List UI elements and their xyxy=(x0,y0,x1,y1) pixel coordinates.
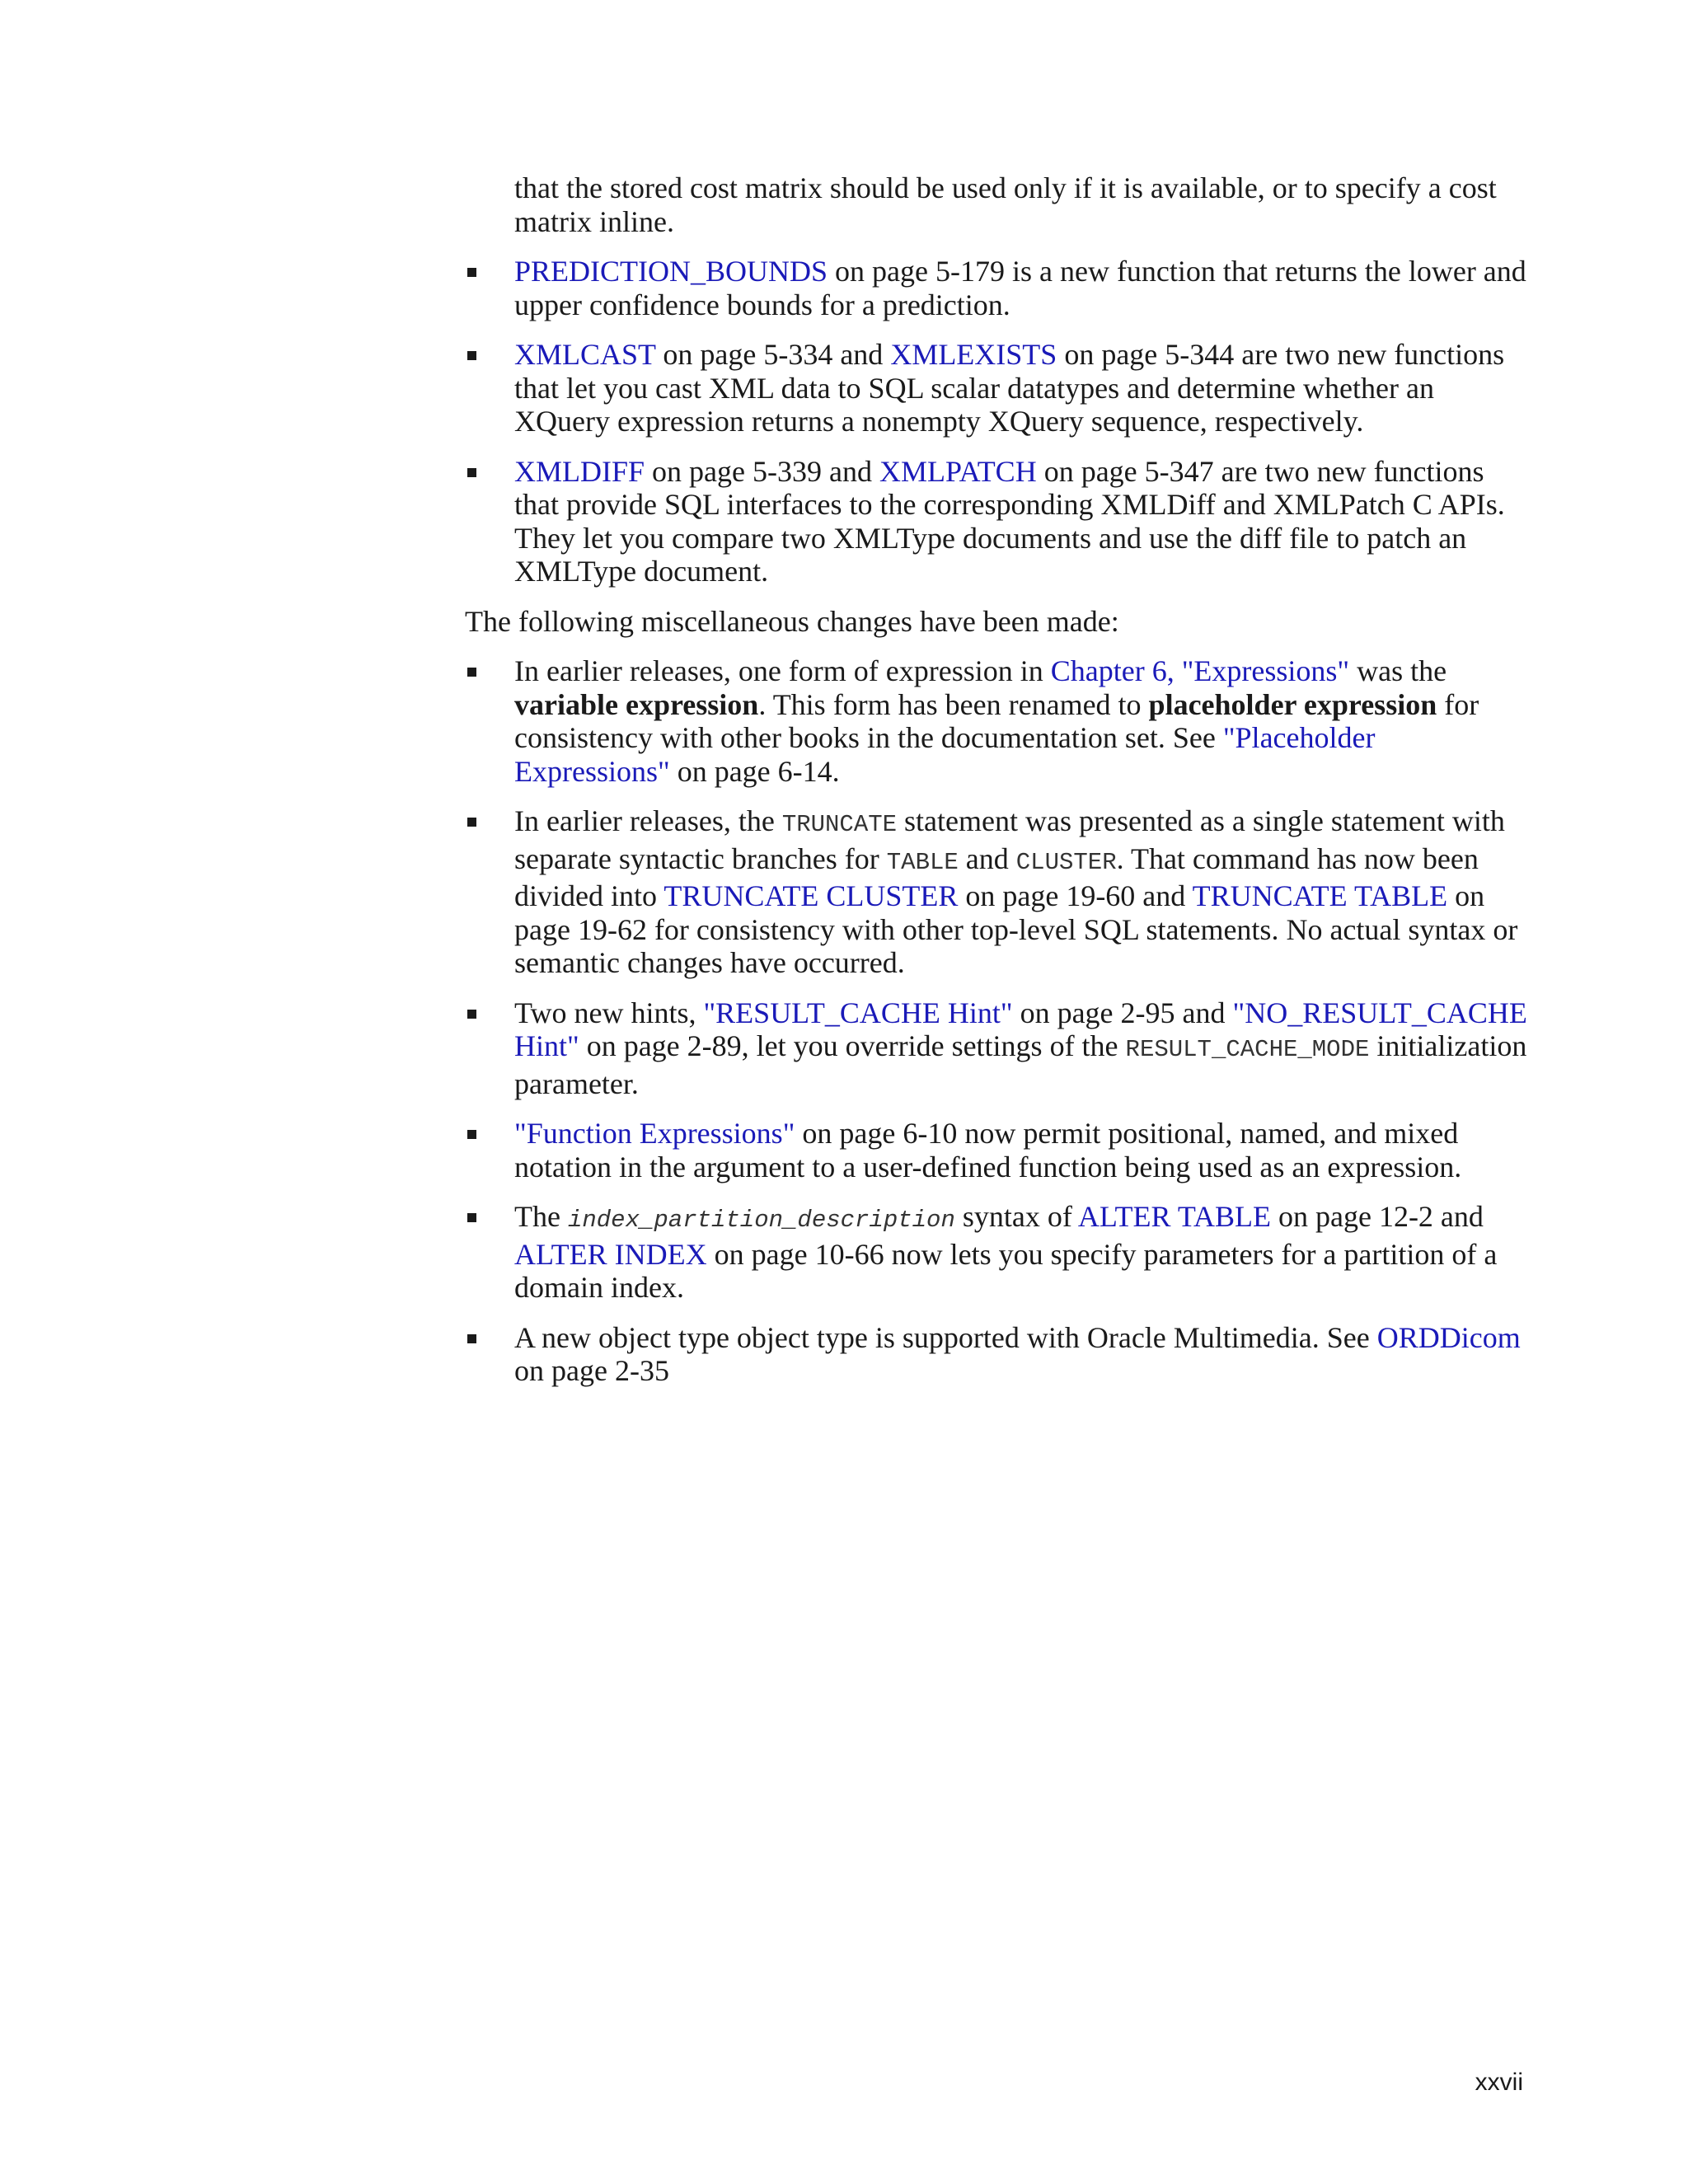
link-result-cache-hint[interactable]: "RESULT_CACHE Hint" xyxy=(703,996,1013,1029)
link-alter-index[interactable]: ALTER INDEX xyxy=(514,1237,707,1271)
item-text: on page 6-10 now permit positional, named, and mixed notation in the argument to a user-defined function being used as an expression. xyxy=(514,1117,1462,1183)
link-chapter-6-expressions[interactable]: Chapter 6, "Expressions" xyxy=(1050,654,1350,687)
item-text: was the xyxy=(1349,654,1447,687)
misc-intro: The following miscellaneous changes have been made: xyxy=(465,604,1119,638)
item-text: on page 5-334 and xyxy=(655,338,891,371)
item-text: A new object type object type is supported with Oracle Multimedia. See xyxy=(514,1320,1377,1354)
item-text: Two new hints, xyxy=(514,996,704,1029)
list-item xyxy=(465,455,1528,588)
link-xmlcast[interactable]: XMLCAST xyxy=(514,338,656,371)
link-truncate-cluster[interactable]: TRUNCATE CLUSTER xyxy=(663,879,959,912)
link-no-result-cache-hint[interactable]: "NO_RESULT_CACHE Hint" xyxy=(514,996,1527,1062)
link-xmldiff[interactable]: XMLDIFF xyxy=(514,454,645,488)
item-text: In earlier releases, the xyxy=(514,804,782,837)
page-content xyxy=(465,171,1528,1404)
link-function-expressions[interactable]: "Function Expressions" xyxy=(514,1117,795,1150)
list-item xyxy=(465,338,1528,438)
code-term: index_partition_description xyxy=(567,1207,955,1234)
misc-changes-list xyxy=(465,654,1528,1388)
bullet-icon xyxy=(467,351,476,360)
bullet-icon xyxy=(467,1010,476,1019)
link-placeholder-expressions[interactable]: "Placeholder Expressions" xyxy=(514,721,1376,788)
item-text: The xyxy=(514,1200,568,1233)
item-text: on page 12-2 and xyxy=(1270,1200,1484,1233)
item-text: on page 19-60 and xyxy=(958,879,1193,912)
item-text: . This form has been renamed to xyxy=(758,687,1149,721)
list-item xyxy=(465,1200,1528,1305)
item-text: statement was presented as a single statement with separate syntactic branches for xyxy=(514,804,1505,875)
link-orddicom[interactable]: ORDDicom xyxy=(1376,1320,1521,1354)
code-term: CLUSTER xyxy=(1015,848,1117,876)
list-item xyxy=(465,1117,1528,1183)
bullet-icon xyxy=(467,1334,476,1343)
list-item xyxy=(465,804,1528,980)
item-text: and xyxy=(958,841,1016,875)
list-item xyxy=(465,255,1528,321)
code-term: TABLE xyxy=(886,848,959,876)
bold-term: variable expression xyxy=(514,687,759,721)
bullet-icon xyxy=(467,1130,476,1139)
item-text: on page 5-339 and xyxy=(645,454,879,488)
list-item xyxy=(465,654,1528,788)
item-text: initialization parameter. xyxy=(514,1029,1527,1100)
item-text: on page 2-89, let you override settings of the xyxy=(579,1029,1126,1062)
item-text: syntax of xyxy=(954,1200,1078,1233)
item-text: on page 19-62 for consistency with other top-level SQL statements. No actual syntax or semantic changes have occurred. xyxy=(514,879,1518,979)
bullet-icon xyxy=(467,668,476,677)
item-text: . That command has now been divided into xyxy=(514,841,1479,912)
code-term: RESULT_CACHE_MODE xyxy=(1125,1036,1370,1063)
link-prediction-bounds[interactable]: PREDICTION_BOUNDS xyxy=(514,255,828,288)
item-text: on page 5-344 are two new functions that let you cast XML data to SQL scalar datatypes and determine whether an XQuery expression returns a nonempty XQuery sequence, respectively. xyxy=(514,338,1505,438)
bullet-icon xyxy=(467,268,476,277)
link-xmlpatch[interactable]: XMLPATCH xyxy=(879,454,1037,488)
item-text: on page 2-35 xyxy=(514,1354,669,1387)
bullet-icon xyxy=(467,818,476,827)
bullet-icon xyxy=(467,468,476,477)
item-text: on page 6-14. xyxy=(669,754,840,788)
bold-term: placeholder expression xyxy=(1148,687,1437,721)
item-text: on page 2-95 and xyxy=(1012,996,1233,1029)
item-text: on page 5-347 are two new functions that provide SQL interfaces to the corresponding XMLDiff and XMLPatch C APIs. They let you compare two XMLType documents and use the diff file to patch an XMLType document. xyxy=(514,454,1505,588)
new-functions-list xyxy=(465,255,1528,588)
item-text: on page 5-179 is a new function that returns the lower and upper confidence bounds for a prediction. xyxy=(514,255,1526,321)
item-text: on page 10-66 now lets you specify parameters for a partition of a domain index. xyxy=(514,1237,1498,1304)
continued-paragraph: that the stored cost matrix should be used only if it is available, or to specify a cost matrix inline. xyxy=(514,171,1497,238)
link-alter-table[interactable]: ALTER TABLE xyxy=(1077,1200,1271,1233)
link-xmlexists[interactable]: XMLEXISTS xyxy=(890,338,1057,371)
link-truncate-table[interactable]: TRUNCATE TABLE xyxy=(1192,879,1448,912)
code-term: TRUNCATE xyxy=(781,811,898,838)
bullet-icon xyxy=(467,1213,476,1222)
list-item xyxy=(465,1321,1528,1388)
list-item xyxy=(465,996,1528,1101)
item-text: for consistency with other books in the documentation set. See xyxy=(514,687,1479,754)
item-text: In earlier releases, one form of expression in xyxy=(514,654,1051,687)
page-number: xxvii xyxy=(1475,2069,1523,2096)
